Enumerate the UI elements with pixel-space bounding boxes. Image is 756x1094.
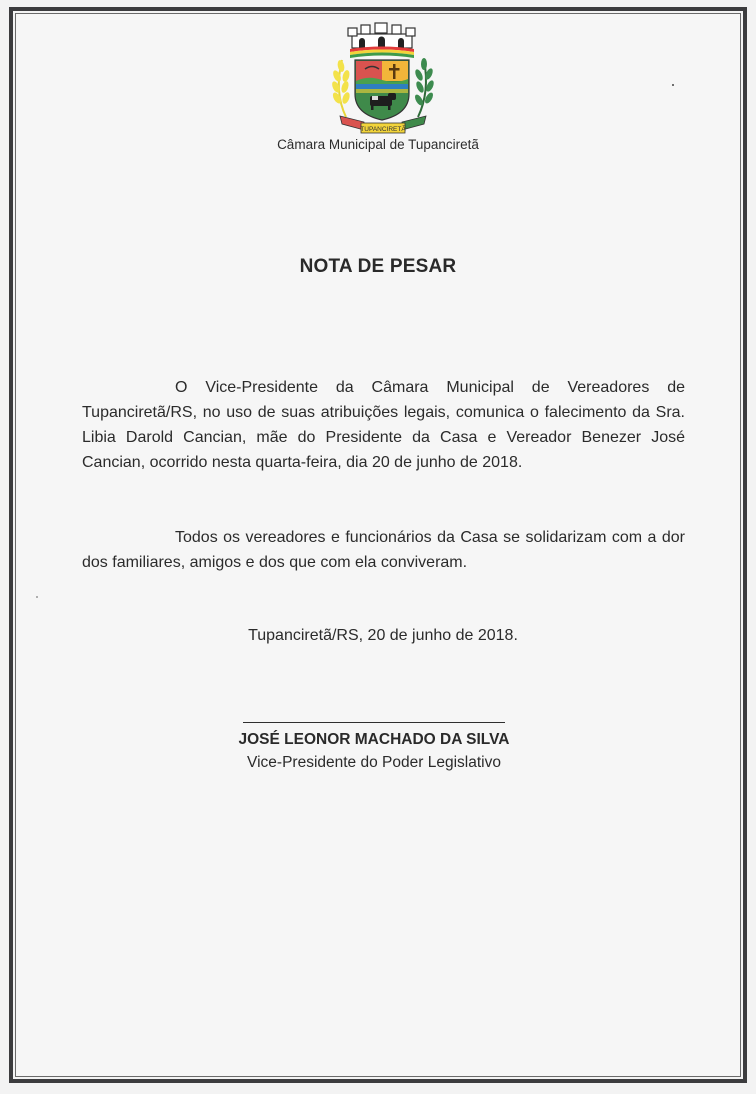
dateline: Tupanciretã/RS, 20 de junho de 2018. <box>248 627 518 644</box>
signatory-role: Vice-Presidente do Poder Legislativo <box>247 754 501 771</box>
coat-of-arms-logo <box>328 22 438 138</box>
signature-line <box>243 722 505 723</box>
castle-crown-icon <box>348 23 415 48</box>
svg-text:TUPANCIRETÃ: TUPANCIRETÃ <box>360 126 406 133</box>
paragraph-announcement <box>82 375 685 475</box>
paragraph-text: Todos os vereadores e funcionários da Casa se solidarizam com a dor dos familiares, amigos e dos que com ela conviveram. <box>82 529 685 571</box>
laurel-branch-icon <box>413 58 435 117</box>
wheat-icon <box>331 59 351 117</box>
paragraph-text: O Vice-Presidente da Câmara Municipal de Vereadores de Tupanciretã/RS, no uso de suas atribuições legais, comunica o falecimento da Sra. Libia Darold Cancian, mãe do Presidente da Casa e Vereador Benezer José Cancian, ocorrido nesta quarta-feira, dia 20 de junho de 2018. <box>82 379 685 471</box>
scan-speck <box>672 84 674 86</box>
paragraph-condolences <box>82 525 685 575</box>
scan-speck <box>36 596 38 598</box>
institution-name: Câmara Municipal de Tupanciretã <box>277 137 479 152</box>
signatory-name: JOSÉ LEONOR MACHADO DA SILVA <box>238 731 510 748</box>
document-title: NOTA DE PESAR <box>299 256 457 277</box>
shield-icon <box>355 60 409 120</box>
